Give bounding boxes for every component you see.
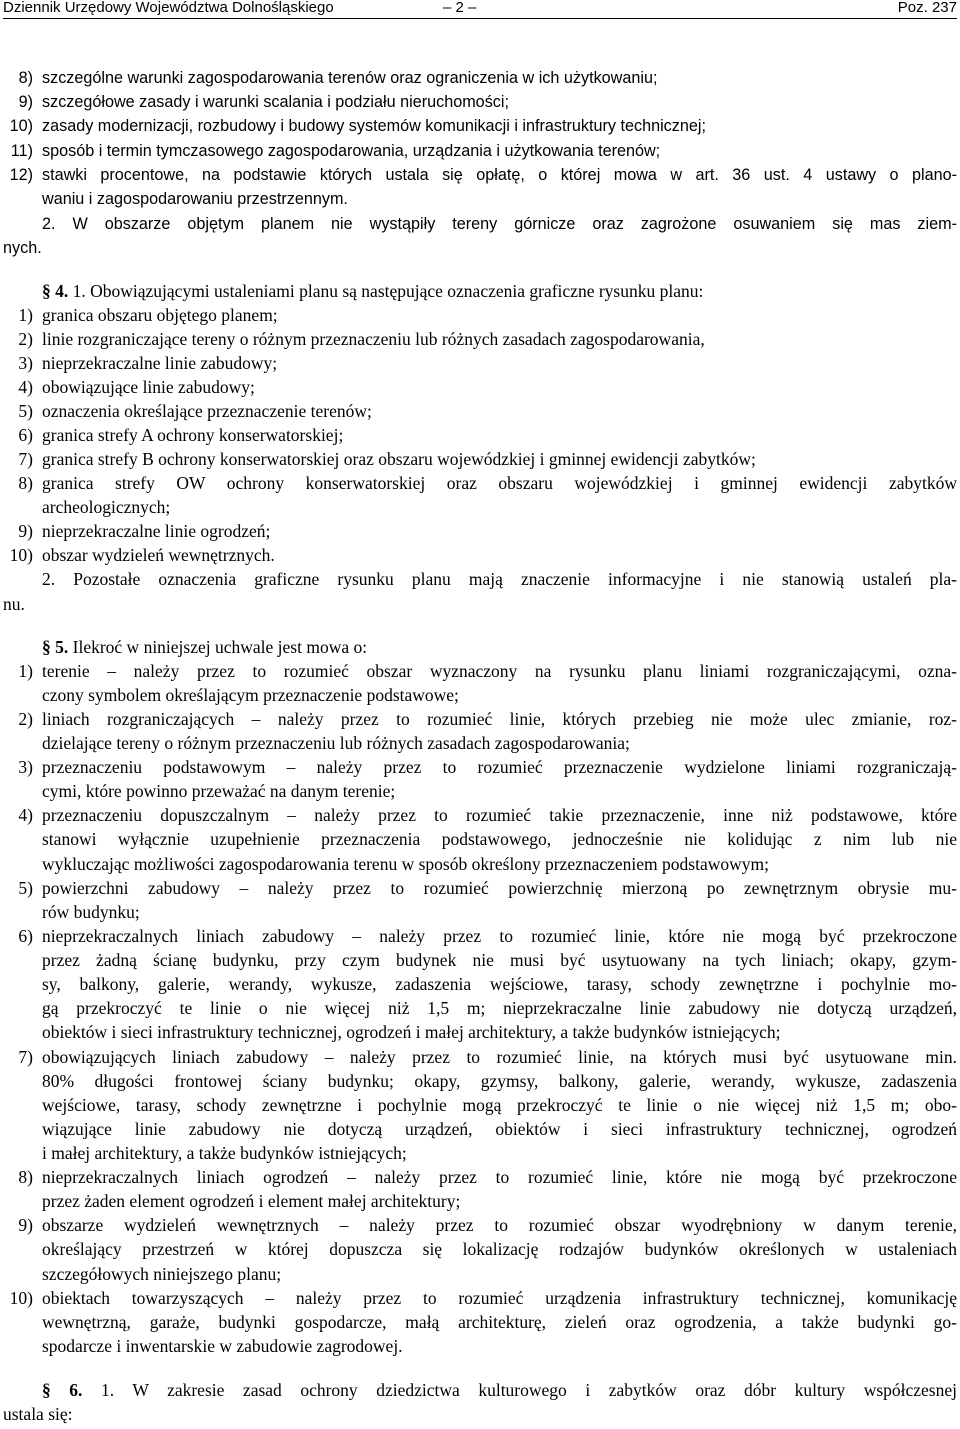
list-item-text: przez żadną ścianę budynku, przy czym budynek nie musi być usytuowany na tych liniach; okapy, gzym- xyxy=(42,950,957,970)
section-intro-line xyxy=(42,635,367,659)
list-item-text: stanowi wyłącznie uzupełnienie przeznaczenia podstawowego, jednocześnie nie kolidując z nim lub nie xyxy=(42,829,957,849)
list-item-text: dzielające tereny o różnym przeznaczeniu lub różnych zasadach zagospodarowania; xyxy=(42,733,630,753)
list-item-number: 6) xyxy=(18,926,33,946)
list-item-text: granica strefy OW ochrony konserwatorskiej oraz obszaru wojewódzkiej i gminnej ewidencji zabytków xyxy=(42,473,957,493)
list-item-number: 2) xyxy=(18,709,33,729)
section-intro: Ilekroć w niniejszej uchwale jest mowa o: xyxy=(68,637,368,657)
list-item-text: obszar wydzieleń wewnętrznych. xyxy=(42,545,275,565)
list-item-text: nieprzekraczalnych liniach zabudowy – należy przez to rozumieć linie, które nie mogą być przekroczone xyxy=(42,926,957,946)
list-item-number: 8) xyxy=(18,1167,33,1187)
list-item-number: 9) xyxy=(18,93,33,111)
list-item-number: 4) xyxy=(18,377,33,397)
list-item-number: 9) xyxy=(18,521,33,541)
paragraph-text: 2. Pozostałe oznaczenia graficzne rysunku planu mają znaczenie informacyjne i nie stanowią ustaleń pla- xyxy=(42,569,957,589)
list-item-text: i małej architektury, a także budynków istniejących; xyxy=(42,1143,407,1163)
page-number: – 2 – xyxy=(443,0,477,16)
list-item-text: granica obszaru objętego planem; xyxy=(42,305,278,325)
list-item-text: 80% długości frontowej ściany budynku; okapy, gzymsy, balkony, galerie, werandy, wykusze, zadaszenia xyxy=(42,1071,957,1091)
section-intro: 1. W zakresie zasad ochrony dziedzictwa kulturowego i zabytków oraz dóbr kultury współczesnej xyxy=(82,1380,957,1400)
list-item-number: 10) xyxy=(9,117,33,135)
list-item-text: spodarcze i inwentarskie w zabudowie zagrodowej. xyxy=(42,1336,403,1356)
list-item-number: 3) xyxy=(18,757,33,777)
list-item-number: 7) xyxy=(18,449,33,469)
list-item-text: obowiązujące linie zabudowy; xyxy=(42,377,255,397)
list-item-number: 4) xyxy=(18,805,33,825)
list-item-text: gą przekroczyć te linie o nie więcej niż 1,5 m; nieprzekraczalne linie zabudowy nie dotyczą urządzeń, xyxy=(42,998,957,1018)
list-item-text: przez żaden element ogrodzeń i element małej architektury; xyxy=(42,1191,461,1211)
section-heading: § 5. xyxy=(42,637,69,657)
list-item-text: cymi, które powinno przeważać na danym terenie; xyxy=(42,781,396,801)
list-item-number: 10) xyxy=(9,545,33,565)
list-item-text: obowiązujących liniach zabudowy – należy przez to rozumieć linie, na których musi być usytuowane min. xyxy=(42,1047,957,1067)
position-number: Poz. 237 xyxy=(897,0,957,16)
list-item-text: określający przestrzeń w której dopuszcza się lokalizację rodzajów budynków określonych w ustaleniach xyxy=(42,1239,957,1259)
list-item-text: szczególne warunki zagospodarowania terenów oraz ograniczenia w ich użytkowaniu; xyxy=(42,69,658,87)
list-item-text: szczegółowych niniejszego planu; xyxy=(42,1264,282,1284)
list-item-number: 7) xyxy=(18,1047,33,1067)
list-item-number: 5) xyxy=(18,401,33,421)
list-item-text: obszarze wydzieleń wewnętrznych – należy przez to rozumieć obszar wyodrębniony w danym terenie, xyxy=(42,1215,957,1235)
list-item-text: przeznaczeniu podstawowym – należy przez to rozumieć przeznaczenie wydzielone liniami rozgraniczają- xyxy=(42,757,957,777)
list-item-text: przeznaczeniu dopuszczalnym – należy przez to rozumieć takie przeznaczenie, inne niż podstawowe, które xyxy=(42,805,957,825)
list-item-text: terenie – należy przez to rozumieć obszar wyznaczony na rysunku planu liniami rozgraniczającymi, ozna- xyxy=(42,661,957,681)
list-item-text: nieprzekraczalnych liniach ogrodzeń – należy przez to rozumieć linie, które nie mogą być przekroczone xyxy=(42,1167,957,1187)
list-item-number: 5) xyxy=(18,878,33,898)
list-item-text: nieprzekraczalne linie zabudowy; xyxy=(42,353,278,373)
list-item-text: archeologicznych; xyxy=(42,497,171,517)
section-intro: 1. Obowiązującymi ustaleniami planu są następujące oznaczenia graficzne rysunku planu: xyxy=(68,281,704,301)
list-item-text: waniu i zagospodarowaniu przestrzennym. xyxy=(42,190,348,208)
list-item-number: 10) xyxy=(9,1288,33,1308)
list-item-text: wiązujące linie zabudowy nie dotyczą urządzeń, obiektów i sieci infrastruktury technicznej, ogrodzeń xyxy=(42,1119,957,1139)
list-item-text: wewnętrzną, garaże, budynki gospodarcze, małą architekturę, zieleń oraz ogrodzenia, a także budynki go- xyxy=(42,1312,957,1332)
list-item-text: granica strefy A ochrony konserwatorskiej; xyxy=(42,425,344,445)
list-item-text: linie rozgraniczające tereny o różnym przeznaczeniu lub różnych zasadach zagospodarowania, xyxy=(42,329,705,349)
list-item-number: 1) xyxy=(18,305,33,325)
list-item-number: 2) xyxy=(18,329,33,349)
journal-title: Dziennik Urzędowy Województwa Dolnośląskiego xyxy=(3,0,334,16)
list-item-text: stawki procentowe, na podstawie których ustala się opłatę, o której mowa w art. 36 ust. 4 ustawy o plano- xyxy=(42,166,957,184)
list-item-text: obiektach towarzyszących – należy przez to rozumieć urządzenia infrastruktury technicznej, komunikację xyxy=(42,1288,957,1308)
list-item-number: 12) xyxy=(9,166,33,184)
list-item-text: wykluczając możliwości zagospodarowania terenu w sposób określony przeznaczeniem podstawowym; xyxy=(42,854,769,874)
section-heading: § 6. xyxy=(42,1380,83,1400)
section-heading: § 4. xyxy=(42,281,69,301)
list-item-text: sy, balkony, galerie, werandy, wykusze, zadaszenia wejściowe, tarasy, schody zewnętrzne i pochylnie mo- xyxy=(42,974,957,994)
list-item-text: liniach rozgraniczających – należy przez to rozumieć linie, których przebieg nie może ulec zmianie, roz- xyxy=(42,709,957,729)
list-item-text: powierzchni zabudowy – należy przez to rozumieć powierzchnię mierzoną po zewnętrznym obrysie mu- xyxy=(42,878,957,898)
list-item-text: zasady modernizacji, rozbudowy i budowy systemów komunikacji i infrastruktury technicznej; xyxy=(42,117,706,135)
list-item-number: 9) xyxy=(18,1215,33,1235)
list-item-text: wejściowe, tarasy, schody zewnętrzne i pochylnie mogą przekroczyć te linie o nie więcej niż 1,5 m; obo- xyxy=(42,1095,957,1115)
paragraph-text: nu. xyxy=(3,594,25,614)
section-intro-line xyxy=(42,279,703,303)
list-item-text: granica strefy B ochrony konserwatorskiej oraz obszaru wojewódzkiej i gminnej ewidencji zabytków; xyxy=(42,449,756,469)
list-item-text: rów budynku; xyxy=(42,902,140,922)
section-intro-line xyxy=(42,1378,957,1402)
list-item-text: szczegółowe zasady i warunki scalania i podziału nieruchomości; xyxy=(42,93,509,111)
list-item-number: 3) xyxy=(18,353,33,373)
paragraph-text: nych. xyxy=(3,239,42,257)
list-item-text: nieprzekraczalne linie ogrodzeń; xyxy=(42,521,271,541)
list-item-text: czony symbolem określającym przeznaczenie podstawowe; xyxy=(42,685,459,705)
list-item-text: obiektów i sieci infrastruktury technicznej, ogrodzeń i małej architektury, a także budynków istniejących; xyxy=(42,1022,781,1042)
paragraph-text: 2. W obszarze objętym planem nie wystąpiły tereny górnicze oraz zagrożone osuwaniem się mas ziem- xyxy=(42,215,957,233)
list-item-number: 8) xyxy=(18,473,33,493)
list-item-number: 8) xyxy=(18,69,33,87)
list-item-text: sposób i termin tymczasowego zagospodarowania, urządzania i użytkowania terenów; xyxy=(42,142,661,160)
page-header xyxy=(3,0,957,19)
list-item-number: 6) xyxy=(18,425,33,445)
paragraph-text: ustala się: xyxy=(3,1404,73,1424)
list-item-number: 1) xyxy=(18,661,33,681)
list-item-number: 11) xyxy=(10,142,33,160)
list-item-text: oznaczenia określające przeznaczenie terenów; xyxy=(42,401,372,421)
